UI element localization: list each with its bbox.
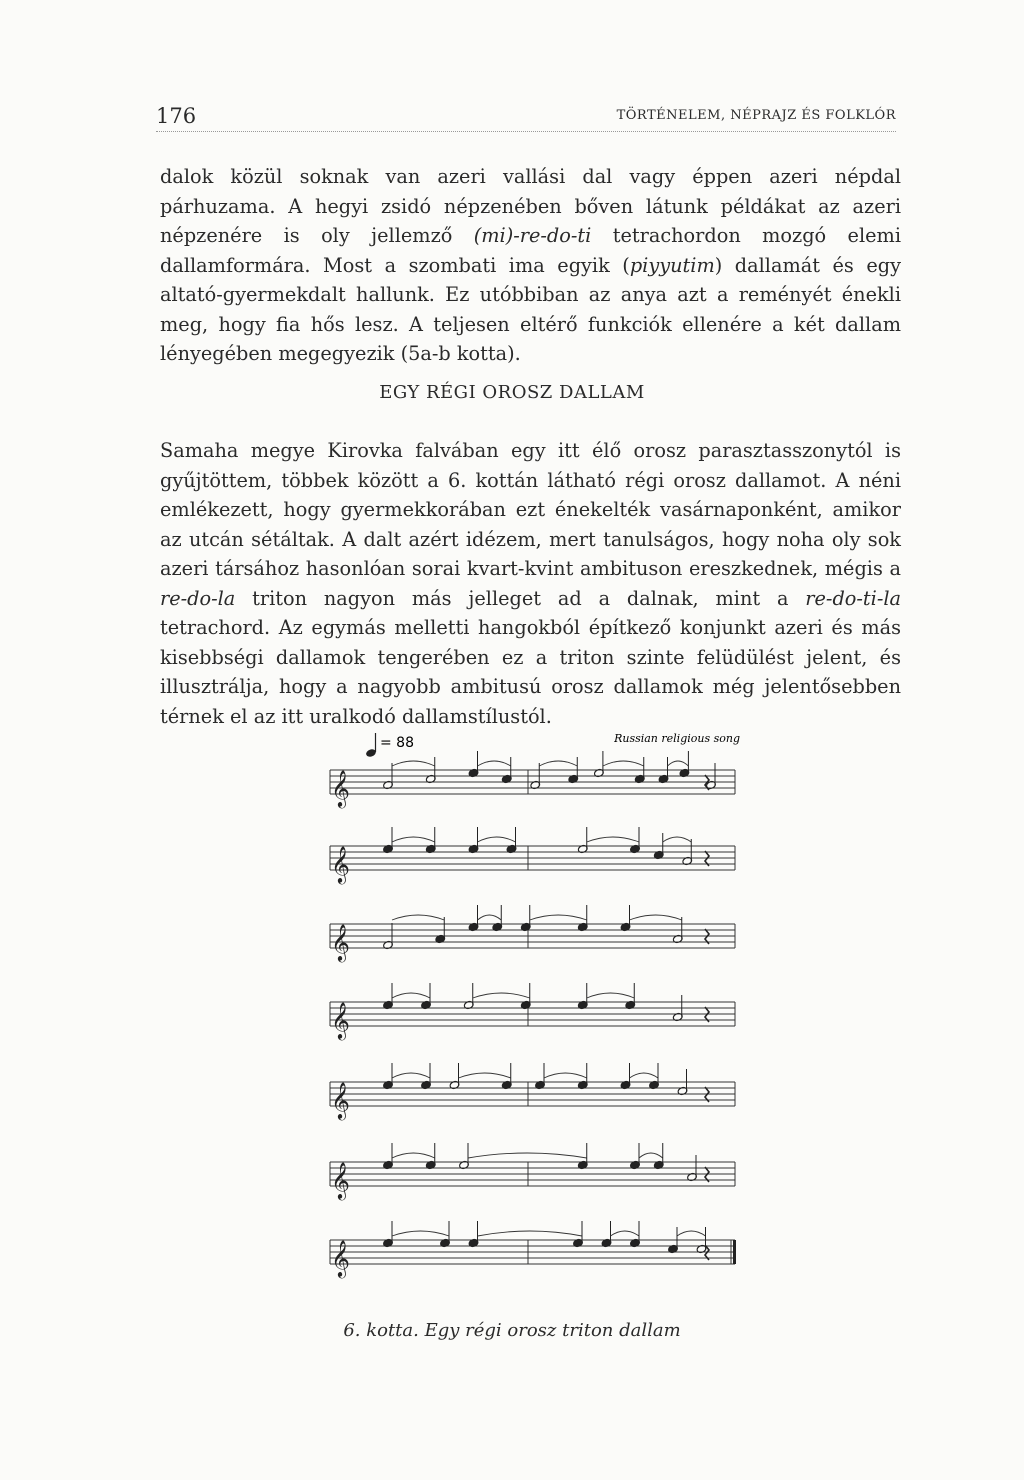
treble-clef: 𝄞 — [331, 1161, 350, 1199]
slur — [530, 915, 587, 920]
treble-clef: 𝄞 — [331, 769, 350, 807]
slur — [668, 761, 689, 766]
staff — [330, 905, 735, 962]
slur — [544, 1073, 587, 1078]
slur — [473, 993, 530, 998]
slur — [392, 761, 435, 766]
paragraph-1-text-3: ) dallamát és egy altató-gyermekdalt hallunk. Ez utóbbiban az anya azt a reményét énekli meg, hogy fia hős lesz. A teljesen eltérő funkciók ellenére a két dallam lényegében megegyezik (5a-b kotta). — [160, 253, 901, 365]
paragraph-2 — [160, 436, 901, 731]
staff — [330, 1221, 736, 1278]
slur — [677, 1231, 706, 1236]
staff — [330, 983, 735, 1040]
paragraph-1-italic-1: (mi)-re-do-ti — [473, 224, 592, 247]
treble-clef: 𝄞 — [331, 1001, 350, 1039]
slur — [478, 837, 516, 842]
slur — [611, 1231, 640, 1236]
header-rule — [156, 131, 896, 132]
paragraph-1-text-1: dalok közül soknak van azeri vallási dal vagy éppen azeri népdal párhuzama. A hegyi zsidó népzenében bőven látunk példákat az azeri népzenére is oly jellemző — [160, 165, 901, 247]
score-caption: 6. kotta. Egy régi orosz triton dallam — [343, 1320, 681, 1341]
slur — [392, 993, 430, 998]
staff — [330, 751, 735, 808]
running-title: TÖRTÉNELEM, NÉPRAJZ ÉS FOLKLÓR — [616, 108, 896, 123]
treble-clef: 𝄞 — [331, 1081, 350, 1119]
staff — [330, 1143, 735, 1200]
slur — [392, 1153, 435, 1158]
slur — [478, 761, 511, 766]
treble-clef: 𝄞 — [331, 1239, 350, 1277]
slur — [392, 1073, 430, 1078]
staff — [330, 827, 735, 884]
slur — [478, 915, 502, 920]
slur — [468, 1153, 587, 1158]
paragraph-2-text-1: Samaha megye Kirovka falvában egy itt élő orosz parasztasszonytól is gyűjtöttem, többek között a 6. kottán látható régi orosz dallamot. A néni emlékezett, hogy gyermekkorában ezt énekelték vasárnaponként, amikor az utcán sétáltak. A dalt azért idézem, mert tanulságos, hogy noha oly sok azeri társához hasonlóan sorai kvart-kvint ambituson ereszkednek, mégis a — [160, 439, 901, 580]
staff — [330, 1063, 735, 1120]
slur — [630, 915, 682, 920]
slur — [392, 1231, 449, 1236]
staves — [330, 751, 736, 1278]
page-number: 176 — [156, 104, 197, 128]
treble-clef: 𝄞 — [331, 845, 350, 883]
tempo-marking — [365, 733, 414, 758]
section-heading: EGY RÉGI OROSZ DALLAM — [379, 382, 645, 403]
slur — [587, 993, 635, 998]
paragraph-1-text-2: tetrachordon mozgó elemi dallamformára. Most a szombati ima egyik ( — [160, 224, 901, 277]
song-label: Russian religious song — [614, 732, 740, 745]
slur — [392, 915, 444, 920]
paragraph-2-italic-2: re-do-ti-la — [805, 586, 901, 610]
paragraph-1-italic-2: piyyutim — [629, 253, 715, 277]
paragraph-1 — [160, 162, 901, 369]
music-score — [310, 732, 750, 1322]
paragraph-2-text-3: tetrachord. Az egymás melletti hangokból építkező konjunkt azeri és más kisebbségi dallamok tengerében ez a triton szinte felüdülést jelent, és illusztrálja, hogy a nagyobb ambitusú orosz dallamok még jelentősebben térnek el az itt uralkodó dallamstílustól. — [160, 616, 901, 728]
slur — [539, 761, 577, 766]
treble-clef: 𝄞 — [331, 923, 350, 961]
slur — [459, 1073, 511, 1078]
slur — [392, 837, 435, 842]
paragraph-2-italic-1: re-do-la — [160, 586, 236, 610]
paragraph-2-text-2: triton nagyon más jelleget ad a dalnak, mint a — [235, 586, 806, 610]
slur — [630, 1073, 659, 1078]
slur — [663, 837, 692, 842]
slur — [587, 837, 639, 842]
slur — [603, 761, 644, 766]
final-barline-thick — [733, 1240, 736, 1264]
tempo-text: = 88 — [380, 735, 414, 751]
slur — [639, 1153, 663, 1158]
slur — [478, 1231, 583, 1236]
